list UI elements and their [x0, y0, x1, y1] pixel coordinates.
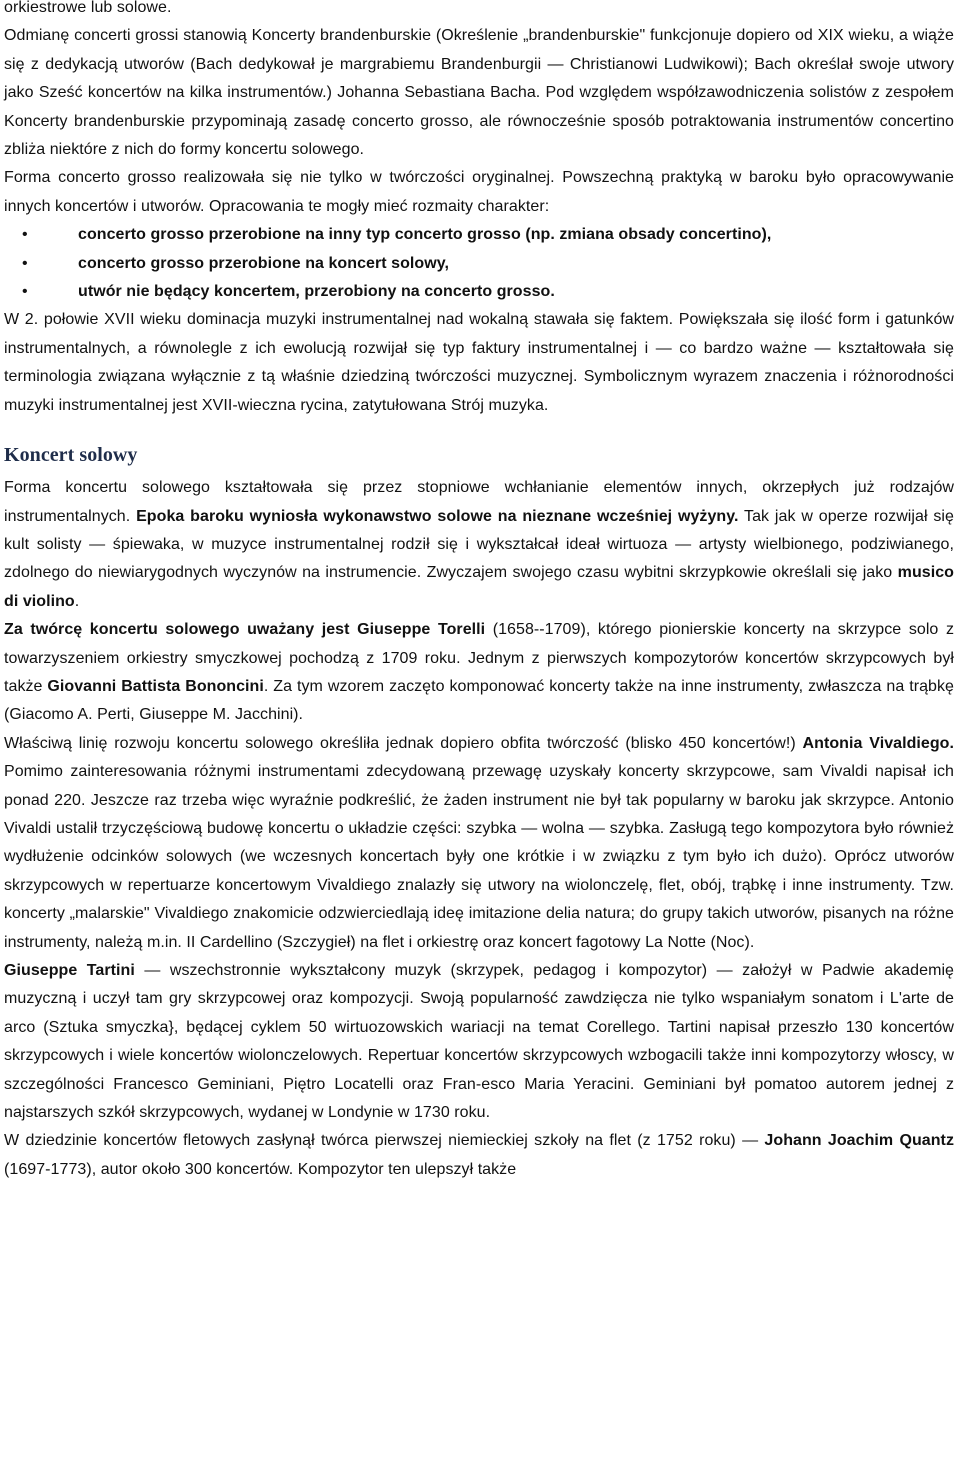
text-run: Tak jak w operze rozwijał się kult solisty — śpiewaka, w muzyce instrumentalnej rodził się i wykształcał ideał wirtuoza — artysty wielbionego, podziwianego, zdolnego do niewiarygodnych wyczynów na instrumencie. Zwyczajem swojego czasu wybitni skrzypkowie określali się jako — [4, 507, 954, 582]
section-heading: Koncert solowy — [4, 444, 138, 467]
text-run: (1658--1709), którego pionierskie koncerty na skrzypce solo z towarzyszeniem orkiestry smyczkowej pochodzą z 1709 roku. Jednym z pierwszych kompozytorów koncertów skrzypcowych był także — [4, 621, 955, 695]
text-run: Właściwą linię rozwoju koncertu solowego określiła jednak dopiero obfita twórczość (blisko 450 koncertów!) — [4, 734, 803, 752]
list-item — [22, 221, 954, 249]
bold-text: Giovanni Battista Bononcini — [47, 677, 264, 695]
bullet-icon: • — [22, 283, 28, 301]
bold-text: Za twórcę koncertu solowego uważany jest Giuseppe Torelli — [4, 621, 486, 639]
list-item — [22, 250, 954, 278]
list-item-text: concerto grosso przerobione na koncert solowy, — [78, 254, 449, 272]
bullet-list — [4, 221, 954, 306]
text-run: (1697-1773), autor około 300 koncertów. Kompozytor ten ulepszył także — [4, 1160, 517, 1178]
paragraph-vivaldi — [4, 730, 954, 957]
bold-text: musico di violino — [4, 564, 954, 610]
list-item-text: utwór nie będący koncertem, przerobiony na concerto grosso. — [78, 283, 555, 301]
bold-text: Johann Joachim Quantz — [764, 1132, 954, 1150]
text-run: . Za tym wzorem zaczęto komponować koncerty także na inne instrumenty, zwłaszcza na trąbkę (Giacomo A. Perti, Giuseppe M. Jacchini). — [4, 677, 954, 724]
text-run: — wszechstronnie wykształcony muzyk (skrzypek, pedagog i kompozytor) — założył w Padwie akademię muzyczną i uczył tam gry skrzypcowej oraz kompozycji. Swoją popularność zawdzięcza nie tylko wspaniałym sonatom i L'arte de arco (Sztuka smyczka}, będącej cyklem 50 wirtuozowskich wariacji na temat Corellego. Tartini napisał przeszło 130 koncertów skrzypcowych i wiele koncertów wiolonczelowych. Repertuar koncertów skrzypcowych wzbogacili także inni kompozytorzy włoscy, w szczególności Francesco Geminiani, Piętro Locatelli oraz Fran-esco Maria Yeracini. Geminiani był pomatoo autorem jednej z najstarszych szkół skrzypcowych, wydanej w Londynie w 1730 roku. — [4, 962, 955, 1122]
text-run: . — [74, 592, 80, 610]
paragraph-quantz — [4, 1127, 954, 1184]
bold-text: Epoka baroku wyniosła wykonawstwo solowe na nieznane wcześniej wyżyny. — [136, 507, 739, 525]
paragraph-tartini — [4, 957, 954, 1127]
paragraph-intro: orkiestrowe lub solowe. — [4, 0, 172, 16]
bullet-icon: • — [22, 226, 28, 244]
paragraph-xvii-century: W 2. połowie XVII wieku dominacja muzyki instrumentalnej nad wokalną stawała się faktem. Powiększała się ilość form i gatunków instrumentalnych, a równolegle z ich ewolucją rozwijał się typ faktury instrumentalnej i — co bardzo ważne — kształtowała się terminologia związana wyłącznie z tą właśnie dziedziną twórczości muzycznej. Symbolicznym wyrazem znaczenia i różnorodności muzyki instrumentalnej jest XVII-wieczna rycina, zatytułowana Strój muzyka. — [4, 311, 954, 414]
paragraph-brandenburg-concertos: Odmianę concerti grossi stanowią Koncerty brandenburskie (Określenie „brandenburskie" funkcjonuje dopiero od XIX wieku, a wiąże się z dedykacją utworów (Bach dedykował je margrabiemu Brandenburgii — Christianowi Ludwikowi); Bach określał swoje utwory jako Sześć koncertów na kilka instrumentów.) Johanna Sebastiana Bacha. Pod względem współzawodniczenia solistów z zespołem Koncerty brandenburskie przypominają zasadę concerto grosso, ale równocześnie sposób potraktowania instrumentów concertino zbliża niektóre z nich do formy koncertu solowego. — [4, 27, 954, 159]
bold-text: Antonia Vivaldiego. — [802, 734, 954, 752]
list-item — [22, 278, 954, 306]
text-run: W dziedzinie koncertów fletowych zasłynął twórca pierwszej niemieckiej szkoły na flet (z 1752 roku) — — [4, 1132, 765, 1150]
bold-text: Giuseppe Tartini — [4, 962, 135, 979]
list-item-text: concerto grosso przerobione na inny typ concerto grosso (np. zmiana obsady concertino), — [78, 226, 772, 244]
paragraph-torelli — [4, 616, 954, 730]
bullet-icon: • — [22, 254, 28, 272]
paragraph-concerto-grosso-forms: Forma concerto grosso realizowała się nie tylko w twórczości oryginalnej. Powszechną praktyką w baroku było opracowywanie innych koncertów i utworów. Opracowania te mogły mieć rozmaity charakter: — [4, 169, 954, 215]
text-run: Forma koncertu solowego kształtowała się przez stopniowe wchłanianie elementów innych, okrzepłych już rodzajów instrumentalnych. — [4, 479, 954, 525]
text-run: Pomimo zainteresowania różnymi instrumentami zdecydowaną przewagę uzyskały koncerty skrzypcowe, sam Vivaldi napisał ich ponad 220. Jeszcze raz trzeba więc wyraźnie podkreślić, że żaden instrument nie był tak popularny w baroku jak skrzypce. Antonio Vivaldi ustalił trzyczęściową budowę koncertu o układzie części: szybka — wolna — szybka. Zasługą tego kompozytora było również wydłużenie odcinków solowych (we wczesnych koncertach były one krótkie i w związku z tym było ich dużo). Oprócz utworów skrzypcowych w repertuarze koncertowym Vivaldiego znalazły się utwory na wiolonczelę, flet, obój, trąbkę i inne instrumenty. Tzw. koncerty „malarskie" Vivaldiego znakomicie odzwierciedlają ideę imitazione delia natura; do grupy takich utworów, pisanych na różne instrumenty, należą m.in. II Cardellino (Szczygieł) na flet i orkiestrę oraz koncert fagotowy La Notte (Noc). — [4, 763, 954, 951]
paragraph-solo-concerto — [4, 474, 954, 616]
